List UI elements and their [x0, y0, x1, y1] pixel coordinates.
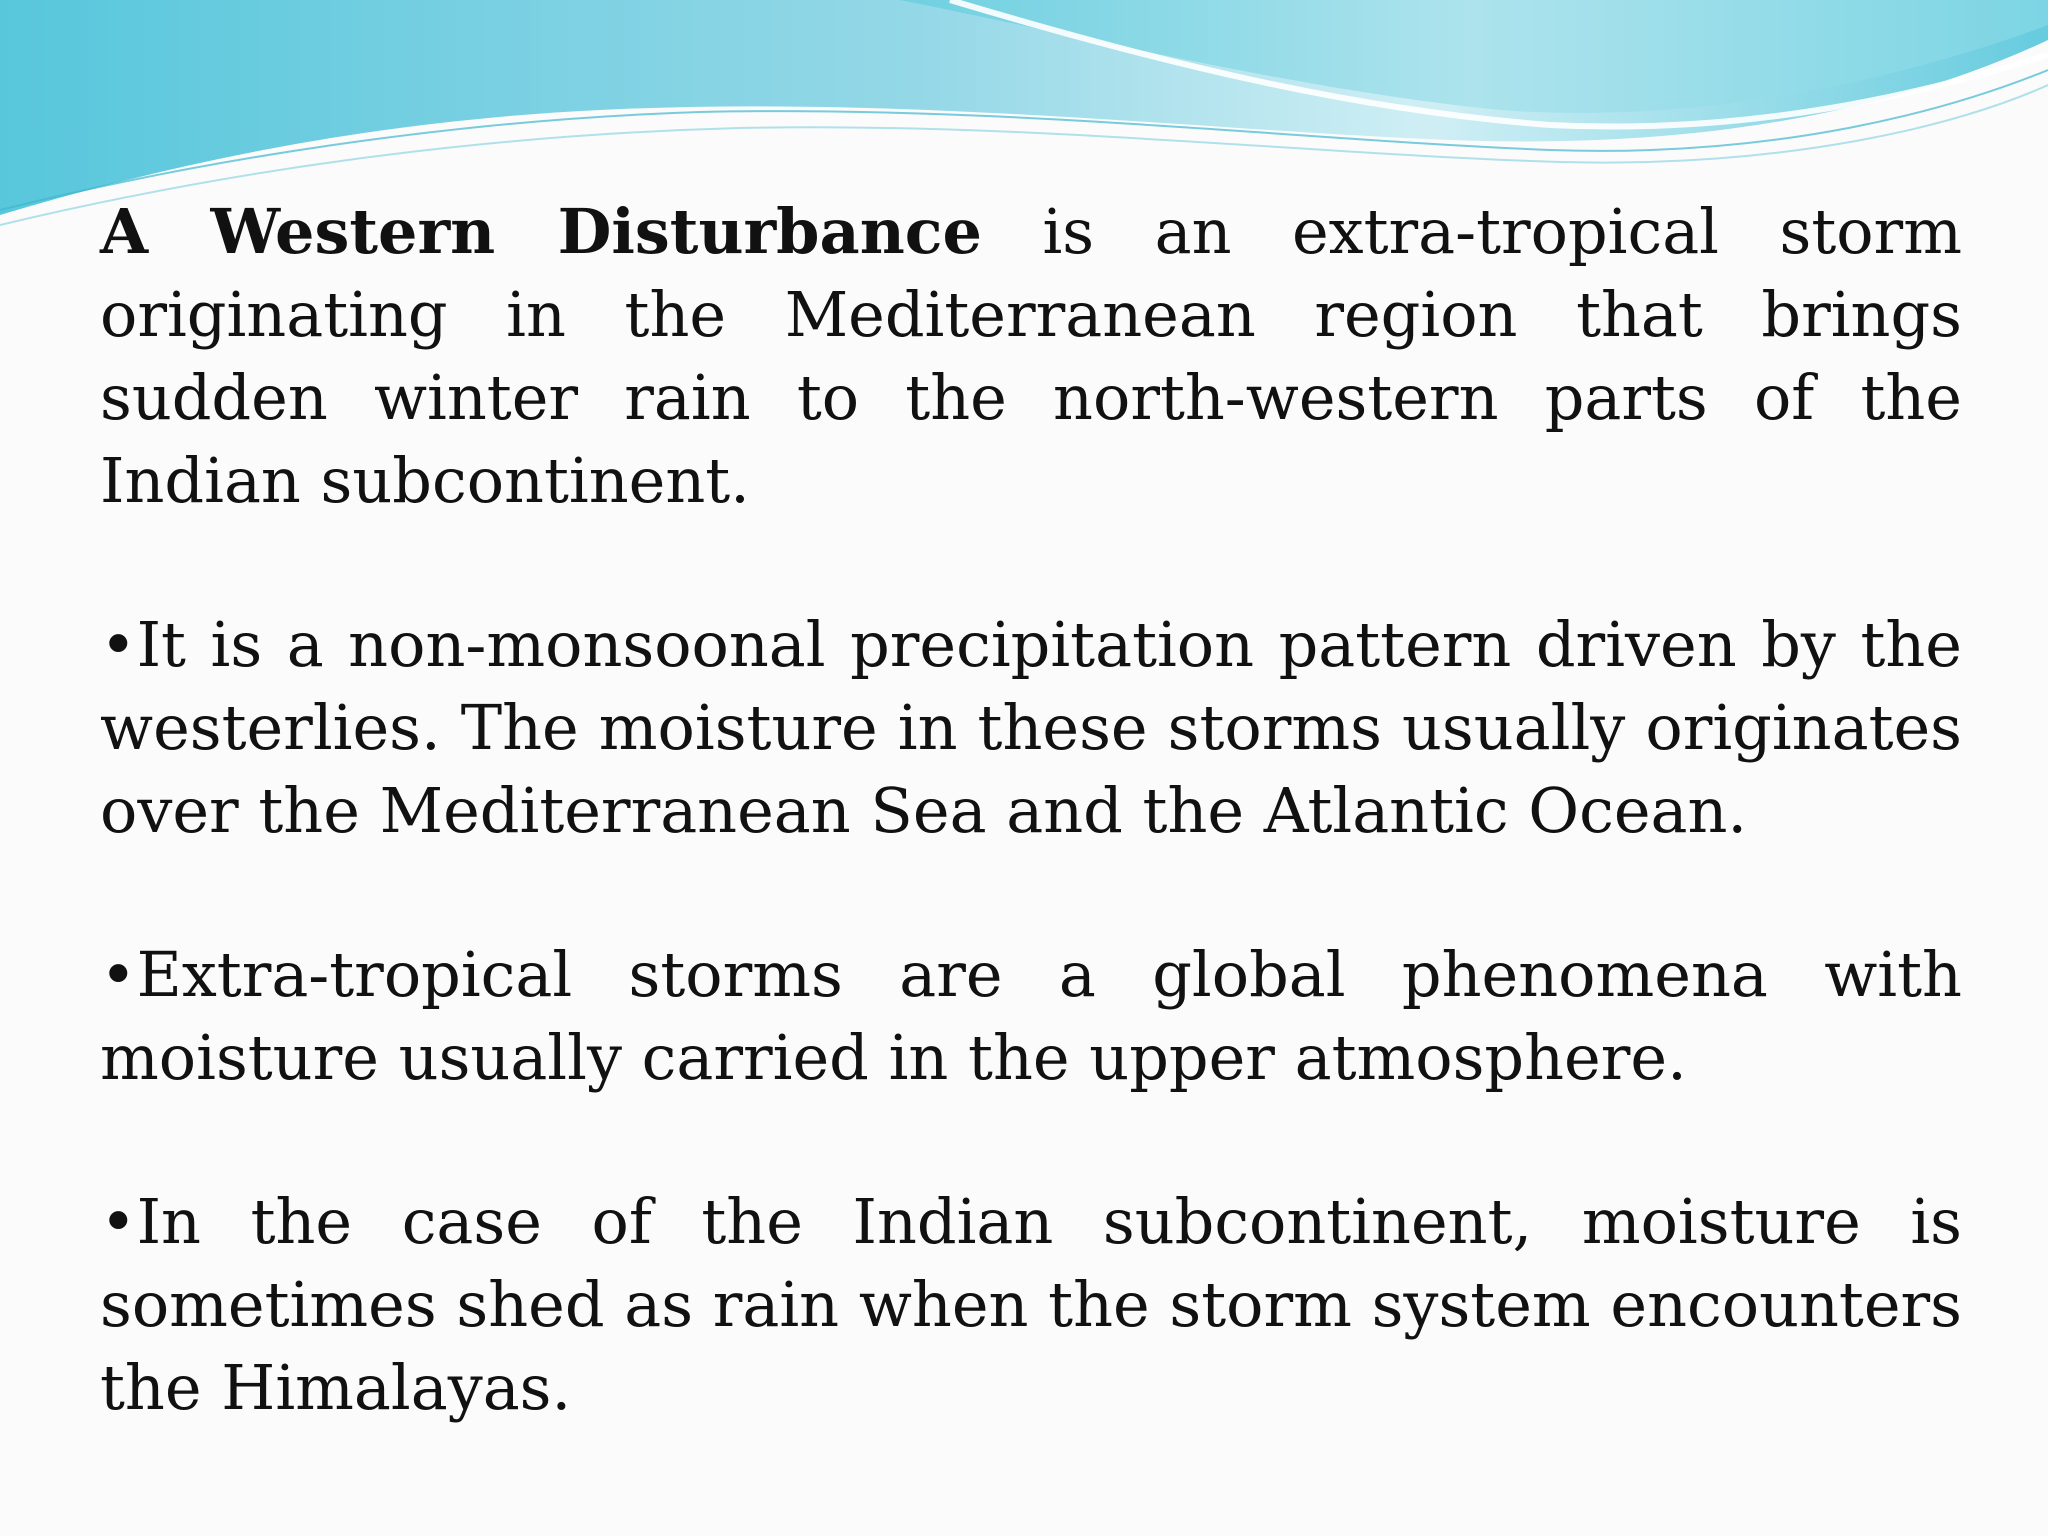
- slide-body: [100, 190, 1962, 1510]
- bullet-paragraph: •Extra-tropical storms are a global phenomena with moisture usually carried in the upper atmosphere.: [100, 938, 1962, 1094]
- intro-text: is an extra-tropical storm originating in the Mediterranean region that brings sudden winter rain to the north-western parts of the Indian subcontinent.: [100, 195, 1962, 517]
- bullet-paragraph: •In the case of the Indian subcontinent, moisture is sometimes shed as rain when the storm system encounters the Himalayas.: [100, 1185, 1962, 1424]
- bullet-paragraph: •It is a non-monsoonal precipitation pattern driven by the westerlies. The moisture in these storms usually originates over the Mediterranean Sea and the Atlantic Ocean.: [100, 608, 1962, 847]
- intro-bold-term: A Western Disturbance: [100, 195, 982, 268]
- intro-paragraph: [100, 190, 1962, 522]
